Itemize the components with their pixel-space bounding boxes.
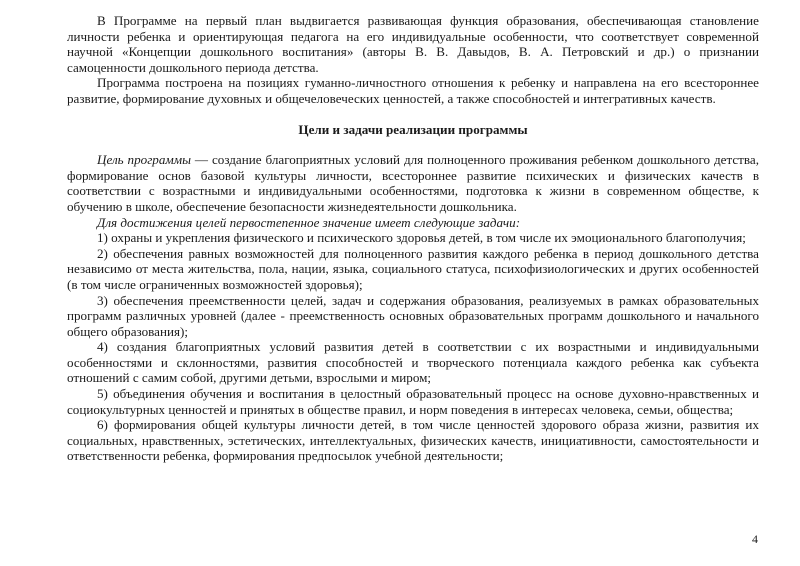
task-item-6: 6) формирования общей культуры личности детей, в том числе ценностей здорового образа жизни, развития их социальных, нравственных, эстетических, интеллектуальных, физических качеств, инициативности, самостоятельности и ответственности ребенка, формирования предпосылок учебной деятельности; [67,417,759,464]
goal-label: Цель программы [97,152,191,168]
task-item-4: 4) создания благоприятных условий развития детей в соответствии с их возрастными и индивидуальными особенностями и склонностями, развития способностей и творческого потенциала каждого ребенка как субъекта отношений с самим собой, другими детьми, взрослыми и миром; [67,339,759,386]
intro-paragraph-2: Программа построена на позициях гуманно-личностного отношения к ребенку и направлена на его всестороннее развитие, формирование духовных и общечеловеческих ценностей, а также способностей и интегративных качеств. [67,75,759,106]
goal-text: — создание благоприятных условий для полноценного проживания ребенком дошкольного детства, формирование основ базовой культуры личности, всестороннее развитие психических и физических качеств в соответствии с возрастными и индивидуальными особенностями, подготовка к жизни в современном обществе, к обучению в школе, обеспечение безопасности жизнедеятельности дошкольника. [67,152,759,214]
document-page [67,13,759,464]
task-item-1: 1) охраны и укрепления физического и психического здоровья детей, в том числе их эмоционального благополучия; [97,230,746,246]
section-heading: Цели и задачи реализации программы [298,121,528,137]
task-item-2: 2) обеспечения равных возможностей для полноценного развития каждого ребенка в период дошкольного детства независимо от места жительства, пола, нации, языка, социального статуса, психофизиологических и других особенностей (в том числе ограниченных возможностей здоровья); [67,245,759,292]
task-item-3: 3) обеспечения преемственности целей, задач и содержания образования, реализуемых в рамках образовательных программ различных уровней (далее - преемственность основных образовательных программ дошкольного и начального общего образования); [67,292,759,339]
intro-paragraph-1: В Программе на первый план выдвигается развивающая функция образования, обеспечивающая становление личности ребенка и ориентирующая педагога на его индивидуальные особенности, что соответствует современной научной «Концепции дошкольного воспитания» (авторы В. В. Давыдов, В. А. Петровский и др.) о признании самоценности дошкольного периода детства. [67,13,759,75]
tasks-intro: Для достижения целей первостепенное значение имеет следующие задачи: [97,214,521,230]
page-number: 4 [752,532,758,546]
goal-paragraph [67,152,759,214]
task-item-5: 5) объединения обучения и воспитания в целостный образовательный процесс на основе духовно-нравственных и социокультурных ценностей и принятых в обществе правил, и норм поведения в интересах человека, семьи, общества; [67,386,759,417]
